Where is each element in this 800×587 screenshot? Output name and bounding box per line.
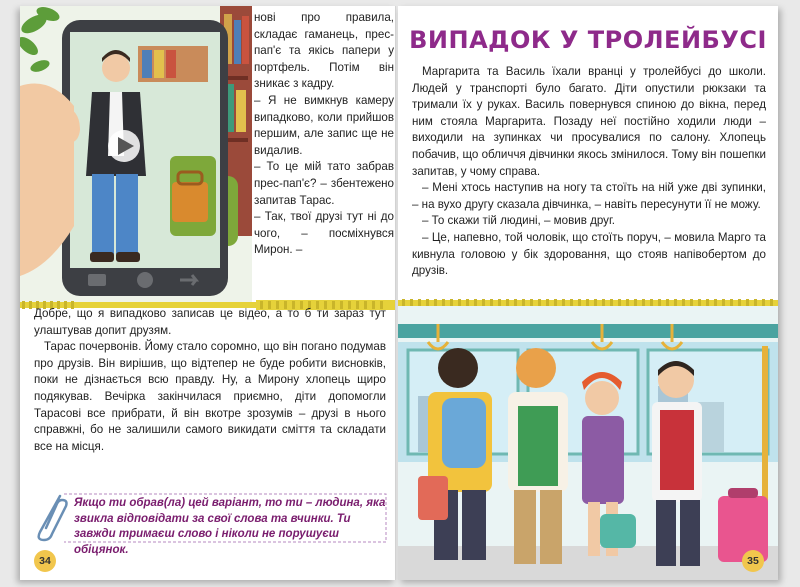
trolleybus-illustration [398,306,778,580]
paragraph: – Це, напевно, той чоловік, що стоїть поруч, – мовила Марго та кивнула головою у бік здоровання, що стояв напівобертом до друзів. [412,230,766,278]
paragraph: – Мені хтось наступив на ногу та стоїть на ній уже дві зупинки, – на вухо другу сказала дівчинка, – навіть пересунути її не можу. [412,181,766,211]
paragraph: Добре, що я випадково записав це відео, а то б ти зараз тут улаштував допит друзям. [34,307,386,337]
page-number: 35 [742,550,764,572]
left-body-text [34,306,386,455]
phone-video-illustration [20,6,252,304]
paragraph: – То це мій тато забрав прес-пап'є? – збентежено запитав Тарас. [254,160,394,207]
story-title: ВИПАДОК У ТРОЛЕЙБУСІ [409,26,767,54]
paragraph: Тарас почервонів. Йому стало соромно, що він погано подумав про друзів. Він вирішив, що відтепер не буде робити висновків, поки не дізнається всю правду. Ну, а Мирону хлопець щиро подякував. Вечірка закінчилася приємно, діти допомогли Тарасові все прибрати, й він вкотре зрозумів – друзі в нього справжні, бо не залишили самого викидати сміття та складати все на місця. [34,340,386,453]
paragraph: – То скажи тій людині, – мовив друг. [422,214,616,228]
right-page [398,6,778,580]
paragraph: нові про правила, складає гаманець, прес-пап'є та якісь папери у портфель. Потім він зникає з кадру. [254,11,394,91]
left-column-text [254,10,394,259]
paragraph: Маргарита та Василь їхали вранці у тролейбусі до школи. Людей у транспорті було багато. Діти опустили рюкзаки та тримали їх у руках. Василь повернувся спиною до вікна, перед ним стояла Маргарита. Позаду неї постійно ходили люди – виходили на зупинках чи просувалися по салону. Хлопець побачив, що обличчя дівчинки якось змінилося. Тому він пошепки запитав, у чому справа. [412,65,766,178]
paragraph: – Так, твої друзі тут ні до чого, – посміхнувся Мирон. – [254,210,394,257]
paperclip-icon [30,492,70,542]
page-number: 34 [34,550,56,572]
right-body-text [412,64,766,280]
paragraph: – Я не вимкнув камеру випадково, коли прийшов першим, але запис ще не видалив. [254,93,394,157]
moral-text: Якщо ти обрав(ла) цей варіант, то ти – людина, яка звикла відповідати за свої слова та вчинки. Ти завжди тримаєш слово і ніколи не порушуєш обіцянок. [74,497,386,556]
moral-box [30,492,390,556]
left-page [20,6,396,580]
